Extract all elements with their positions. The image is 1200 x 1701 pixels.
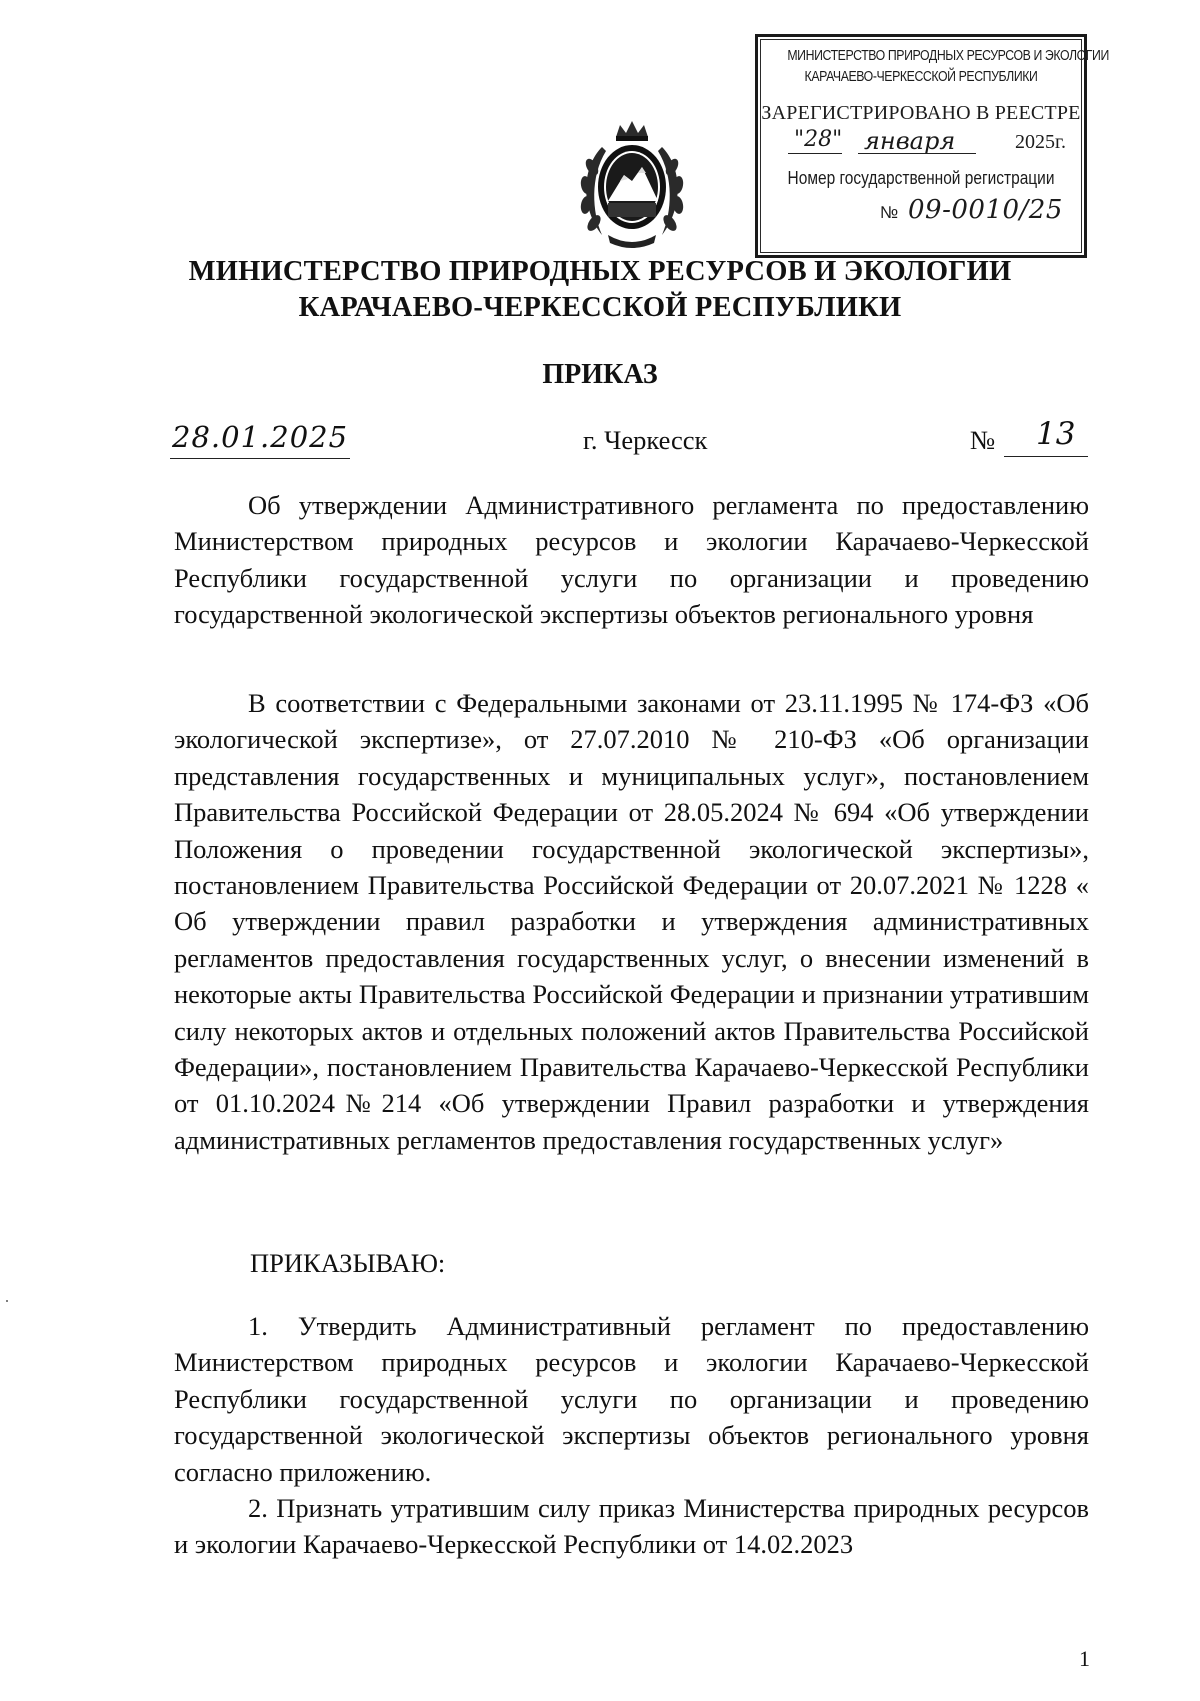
ministry-name-line2: КАРАЧАЕВО-ЧЕРКЕССКОЙ РЕСПУБЛИКИ bbox=[298, 292, 902, 323]
order-item-2: 2. Признать утратившим силу приказ Министерства природных ресурсов и экологии Карачаево-Черкесской Республики от 14.02.2023 bbox=[174, 1493, 1089, 1560]
stamp-organization bbox=[787, 45, 1109, 87]
stamp-date-day: "28" bbox=[794, 127, 843, 152]
order-subject-title: Об утверждении Административного регламента по предоставлению Министерством природных ресурсов и экологии Карачаево-Черкесской Республики государственной услуги по организации и проведению государственной экологической экспертизы объектов регионального уровня bbox=[174, 490, 1089, 630]
order-date-underline bbox=[170, 458, 350, 459]
document-meta-row bbox=[0, 416, 1200, 460]
order-date-handwritten: 28.01.2025 bbox=[172, 420, 349, 454]
stamp-registered-text: ЗАРЕГИСТРИРОВАНО В РЕЕСТРЕ bbox=[761, 102, 1081, 124]
ministry-name-line1: МИНИСТЕРСТВО ПРИРОДНЫХ РЕСУРСОВ И ЭКОЛОГИИ bbox=[188, 256, 1012, 287]
scan-speck bbox=[6, 1300, 8, 1302]
page-number: 1 bbox=[1079, 1646, 1090, 1671]
stamp-number-label: Номер государственной регистрации bbox=[787, 168, 1055, 188]
order-directive-word: ПРИКАЗЫВАЮ: bbox=[250, 1248, 446, 1278]
stamp-number-prefix: № bbox=[880, 203, 899, 222]
stamp-date-month: января bbox=[864, 127, 956, 155]
stamp-month-underline bbox=[858, 153, 976, 154]
order-number-underline bbox=[1004, 456, 1088, 457]
stamp-date-year: 2025г. bbox=[1015, 131, 1066, 153]
order-number-handwritten: 13 bbox=[1036, 416, 1076, 452]
crown-icon bbox=[616, 121, 648, 141]
stamp-date bbox=[758, 127, 1084, 157]
coat-of-arms-emblem bbox=[572, 117, 692, 252]
preamble-paragraph: В соответствии с Федеральными законами от 23.11.1995 № 174-ФЗ «Об экологической экспертизе», от 27.07.2010 № 210-ФЗ «Об организации представления государственных и муниципальных услуг», постановлением Правительства Российской Федерации от 28.05.2024 № 694 «Об утверждении Положения о проведении государственной экологической экспертизы», постановлением Правительства Российской Федерации от 20.07.2021 № 1228 « Об утверждении правил разработки и утверждения административных регламентов предоставления государственных услуг, о внесении изменений в некоторые акты Правительства Российской Федерации и признании утратившим силу некоторых актов и отдельных положений актов Правительства Российской Федерации», постановлением Правительства Карачаево-Черкесской Республики от 01.10.2024№214 «Об утверждении Правил разработки и утверждения административных регламентов предоставления государственных услуг» bbox=[174, 688, 1089, 1155]
order-number-label: № bbox=[970, 425, 996, 455]
order-city: г. Черкесск bbox=[583, 425, 708, 455]
ministry-header bbox=[0, 254, 1200, 326]
stamp-org-line2: КАРАЧАЕВО-ЧЕРКЕССКОЙ РЕСПУБЛИКИ bbox=[804, 68, 1038, 85]
stamp-registration-number: 09-0010/25 bbox=[908, 195, 1063, 225]
stamp-number-row bbox=[758, 197, 1084, 227]
order-item-1: 1. Утвердить Административный регламент по предоставлению Министерством природных ресурсов и экологии Карачаево-Черкесской Республики государственной услуги по организации и проведению государственной экологической экспертизы объектов регионального уровня согласно приложению. bbox=[174, 1311, 1089, 1487]
ribbon-icon bbox=[608, 235, 656, 248]
shield-icon bbox=[598, 145, 666, 229]
stamp-day-underline bbox=[788, 153, 842, 154]
registration-stamp bbox=[755, 34, 1109, 258]
document-type-title: ПРИКАЗ bbox=[542, 359, 658, 390]
stamp-org-line1: МИНИСТЕРСТВО ПРИРОДНЫХ РЕСУРСОВ И ЭКОЛОГИИ bbox=[787, 47, 1109, 64]
